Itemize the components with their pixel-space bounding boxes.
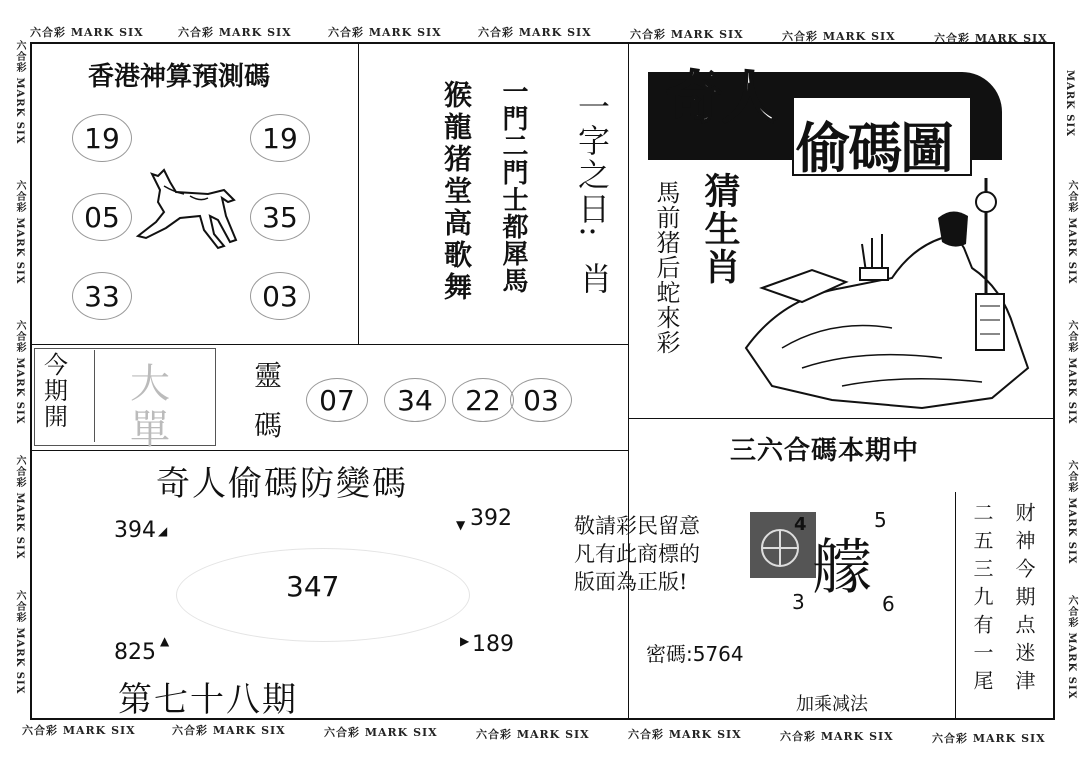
watermark-right: 六合彩 MARK SIX [1066,180,1077,285]
defense-bl: 825 [114,640,156,665]
logo-num-tr: 5 [874,508,887,532]
hk-left-number: 19 [72,114,132,162]
watermark-top: 六合彩 MARK SIX [30,26,144,39]
divider-v3 [955,492,956,718]
zodiac-col2: 一門二門士都犀馬 [498,78,528,294]
single-label: 單 [130,407,170,453]
spirit-label-top: 靈 [254,359,283,392]
watermark-right: 六合彩 MARK SIX [1066,320,1077,425]
divider-h2 [30,450,628,451]
watermark-left: 六合彩 MARK SIX [14,40,25,145]
watermark-bottom: 六合彩 MARK SIX [324,726,438,739]
spirit-label-bottom: 碼 [254,409,283,442]
watermark-bottom: 六合彩 MARK SIX [22,724,136,737]
hk-left-number: 33 [72,272,132,320]
watermark-top: 六合彩 MARK SIX [178,26,292,39]
watermark-bottom: 六合彩 MARK SIX [628,728,742,741]
notice [574,512,700,596]
defense-title: 奇人偷碼防變碼 [156,464,408,504]
watermark-top: 六合彩 MARK SIX [630,28,744,41]
zodiac-col1: 猴龍猪堂高歌舞 [440,80,473,304]
logo-num-bl: 3 [792,590,805,614]
watermark-top: 六合彩 MARK SIX [478,26,592,39]
zodiac-col3-top: 一字之日: [573,90,611,239]
hk-right-number: 19 [250,114,310,162]
title-line1: 奇人 [666,65,778,131]
divider-h1 [30,344,628,345]
current-period-divider [94,350,95,442]
logo-num-br: 6 [882,592,895,616]
divider-v1 [358,42,359,344]
watermark-left: 六合彩 MARK SIX [14,455,25,560]
issue-number: 第七十八期 [118,680,298,720]
watermark-left: 六合彩 MARK SIX [14,590,25,695]
hk-right-number: 03 [250,272,310,320]
zodiac-col3-bottom: 肖 [580,260,613,298]
defense-center: 347 [286,570,340,603]
code: 密碼:5764 [646,642,744,666]
poem: 馬前猪后蛇來彩 [652,180,680,355]
watermark-right: 六合彩 MARK SIX [1066,460,1077,565]
watermark-top: 六合彩 MARK SIX [934,32,1048,45]
arrow-br-icon: ▶ [460,634,470,648]
frame-left [30,42,32,720]
watermark-bottom: 六合彩 MARK SIX [476,728,590,741]
watermark-bottom: 六合彩 MARK SIX [172,724,286,737]
defense-tr: 392 [470,506,512,531]
spirit-number: 22 [452,378,514,422]
divider-h3 [628,418,1054,419]
arrow-tr-icon: ▼ [456,518,466,532]
hk-title: 香港神算預測碼 [88,62,271,92]
scholar-illustration-icon [742,178,1042,414]
logo-num-tl: 4 [794,514,807,535]
right-col-left: 二五三九有一尾 [970,502,994,698]
guess-zodiac: 猜生肖 [699,172,741,286]
frame-top [30,42,1055,44]
method: 加乘减法 [796,694,868,715]
watermark-top: 六合彩 MARK SIX [782,30,896,43]
arrow-tl-icon: ◢ [158,524,168,538]
watermark-left: 六合彩 MARK SIX [14,180,25,285]
spirit-number: 03 [510,378,572,422]
right-col-right: 财神今期点迷津 [1012,502,1036,698]
notice-line: 敬請彩民留意 [574,514,700,538]
watermark-bottom: 六合彩 MARK SIX [780,730,894,743]
frame-right [1053,42,1055,720]
big-label: 大 [130,361,170,407]
hk-right-number: 35 [250,193,310,241]
notice-line: 版面為正版! [574,570,688,594]
watermark-left: 六合彩 MARK SIX [14,320,25,425]
spirit-number: 07 [306,378,368,422]
current-period-label: 今期開 [44,351,68,431]
divider-v2 [628,42,629,720]
horse-icon [130,168,240,250]
watermark-right: 六合彩 MARK SIX [1066,595,1077,700]
watermark-bottom: 六合彩 MARK SIX [932,732,1046,745]
title-line2: 偷碼圖 [796,116,952,180]
notice-line: 凡有此商標的 [574,542,700,566]
arrow-bl-icon: ▲ [160,634,170,648]
right-header: 三六合碼本期中 [730,436,920,466]
defense-br: 189 [472,632,514,657]
watermark-top: 六合彩 MARK SIX [328,26,442,39]
spirit-number: 34 [384,378,446,422]
hk-left-number: 05 [72,193,132,241]
logo-char: 艨 [812,533,872,603]
watermark-right: MARK SIX [1064,70,1075,137]
defense-tl: 394 [114,518,156,543]
